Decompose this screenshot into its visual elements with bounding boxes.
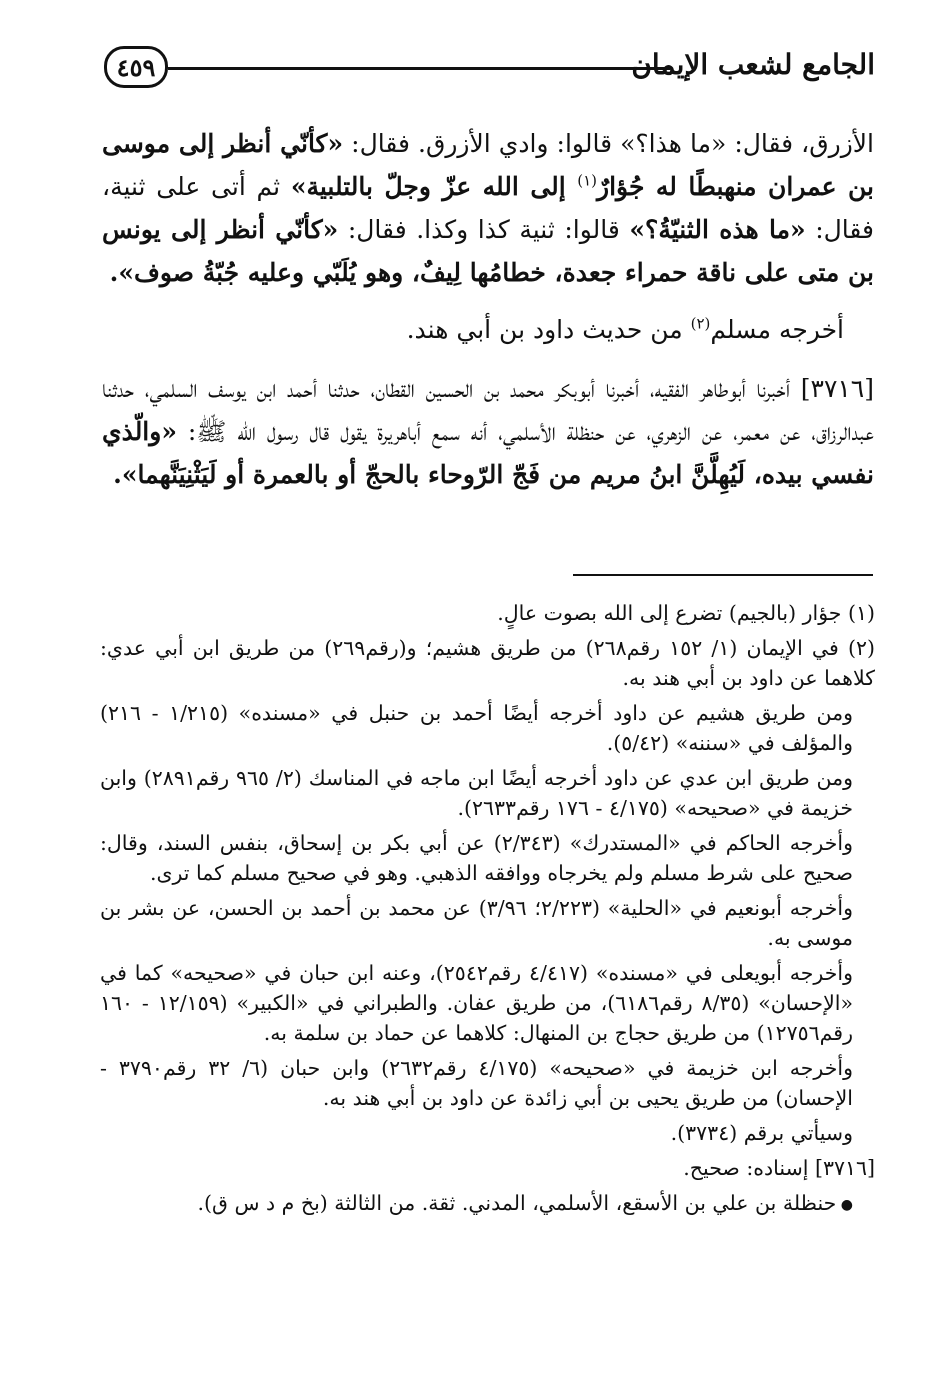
text-span: قالوا: ثنية كذا وكذا. فقال: <box>338 215 630 244</box>
footnote-2-para: وأخرجه أبويعلى في «مسنده» (٤/٤١٧ رقم٢٥٤٢)، وعنه ابن حبان في «صحيحه» كما في «الإحسان» (٨/٣٥ رقم٦١٨٦)، من طريق عفان. والطبراني في «الكبير» (١٢/١٥٩ - ١٦٠ رقم١٢٧٥٦) من طريق حجاج بن المنهال: كلاهما عن حماد بن سلمة به. <box>100 961 854 1045</box>
book-title: الجامع لشعب الإيمان <box>631 48 875 81</box>
text-span: أخرجه مسلم <box>710 315 844 344</box>
page-header <box>100 40 875 98</box>
header-rule <box>168 67 670 70</box>
footnote-divider <box>573 574 873 576</box>
footnote-2-para: ومن طريق ابن عدي عن داود أخرجه أيضًا ابن ماجه في المناسك (٢/ ٩٦٥ رقم٢٨٩١) وابن خزيمة في «صحيحه» (٤/١٧٥ - ١٧٦ رقم٢٦٣٣). <box>100 766 853 820</box>
paragraph-hadith-3716 <box>102 367 874 496</box>
quote-bold: إلى الله عزّ وجلّ بالتلبية» <box>290 172 578 201</box>
paragraph-takhrij <box>102 308 874 351</box>
main-text <box>102 122 874 496</box>
footnote-2-para: وسيأتي برقم (٣٧٣٤). <box>670 1121 853 1145</box>
isnad-grading: [٣٧١٦] إسناده: صحيح. <box>683 1156 875 1180</box>
footnote-2-para: وأخرجه ابن خزيمة في «صحيحه» (٤/١٧٥ رقم٢٦٣٢) وابن حبان (٦/ ٣٢ رقم٣٧٩٠ - الإحسان) من طريق يحيى بن أبي زائدة عن داود بن أبي هند به. <box>100 1056 854 1110</box>
footnote-2-para: وأخرجه أبونعيم في «الحلية» (٢/٢٢٣؛ ٣/٩٦) عن محمد بن أحمد بن الحسن، عن بشر بن موسى به. <box>100 896 853 950</box>
isnad-text: [٣٧١٦] أخبرنا أبوطاهر الفقيه، أخبرنا أبوبكر محمد بن الحسين القطان، حدثنا أحمد ابن يوسف السلمي، حدثنا عبدالرزاق، عن معمر، عن الزهري، عن حنظلة الأسلمي، أنه سمع أباهريرة يقول قال رسول الله ﷺ: <box>102 374 874 446</box>
text-span: ثم أتى على ثنية، فقال: <box>102 172 875 244</box>
text-span: من حديث داود بن أبي هند. <box>406 315 691 344</box>
paragraph-hadith-continuation <box>102 122 874 294</box>
text-span: الأزرق، فقال: «ما هذا؟» قالوا: وادي الأزرق. فقال: <box>343 129 874 158</box>
quote-bold: «ما هذه الثنيّةُ؟» <box>629 215 806 244</box>
footnote-ref-1[interactable]: (١) <box>577 171 598 190</box>
quote-bold: «كأنّي أنظر إلى موسى بن عمران منهبطًا له جُؤارٌ <box>102 129 874 201</box>
footnote-1: (١) جؤار (بالجيم) تضرع إلى الله بصوت عالٍ. <box>497 601 875 625</box>
narrator-note: ● حنظلة بن علي بن الأسقع، الأسلمي، المدني. ثقة. من الثالثة (بخ م د س ق). <box>100 1188 875 1220</box>
quote-bold: «كأنّي أنظر إلى يونس بن متى على ناقة حمراء جعدة، خطامُها لِيفٌ، وهو يُلَبّي وعليه جُبّةُ صوف». <box>102 215 874 287</box>
page-number: ٤٥٩ <box>104 46 168 88</box>
footnote-2: (٢) في الإيمان (١/ ١٥٢ رقم٢٦٨) من طريق هشيم؛ و(رقم٢٦٩) من طريق ابن أبي عدي: كلاهما عن داود بن أبي هند به. <box>100 636 875 690</box>
footnotes <box>100 598 875 1225</box>
matn-bold: «والّذي نفسي بيده، لَيُهِلَّنَّ ابنُ مريم من فَجّ الرّوحاء بالحجّ أو بالعمرة أو لَيَثْنِيَنَّهما». <box>102 417 874 489</box>
footnote-2-para: ومن طريق هشيم عن داود أخرجه أيضًا أحمد بن حنبل في «مسنده» (١/٢١٥ - ٢١٦) والمؤلف في «سننه» (٥/٤٢). <box>100 701 854 755</box>
footnote-ref-2[interactable]: (٢) <box>690 314 711 333</box>
footnote-2-para: وأخرجه الحاكم في «المستدرك» (٢/٣٤٣) عن أبي بكر بن إسحاق، بنفس السند، وقال: صحيح على شرط مسلم ولم يخرجاه ووافقه الذهبي. وهو في صحيح مسلم كما ترى. <box>100 831 853 885</box>
